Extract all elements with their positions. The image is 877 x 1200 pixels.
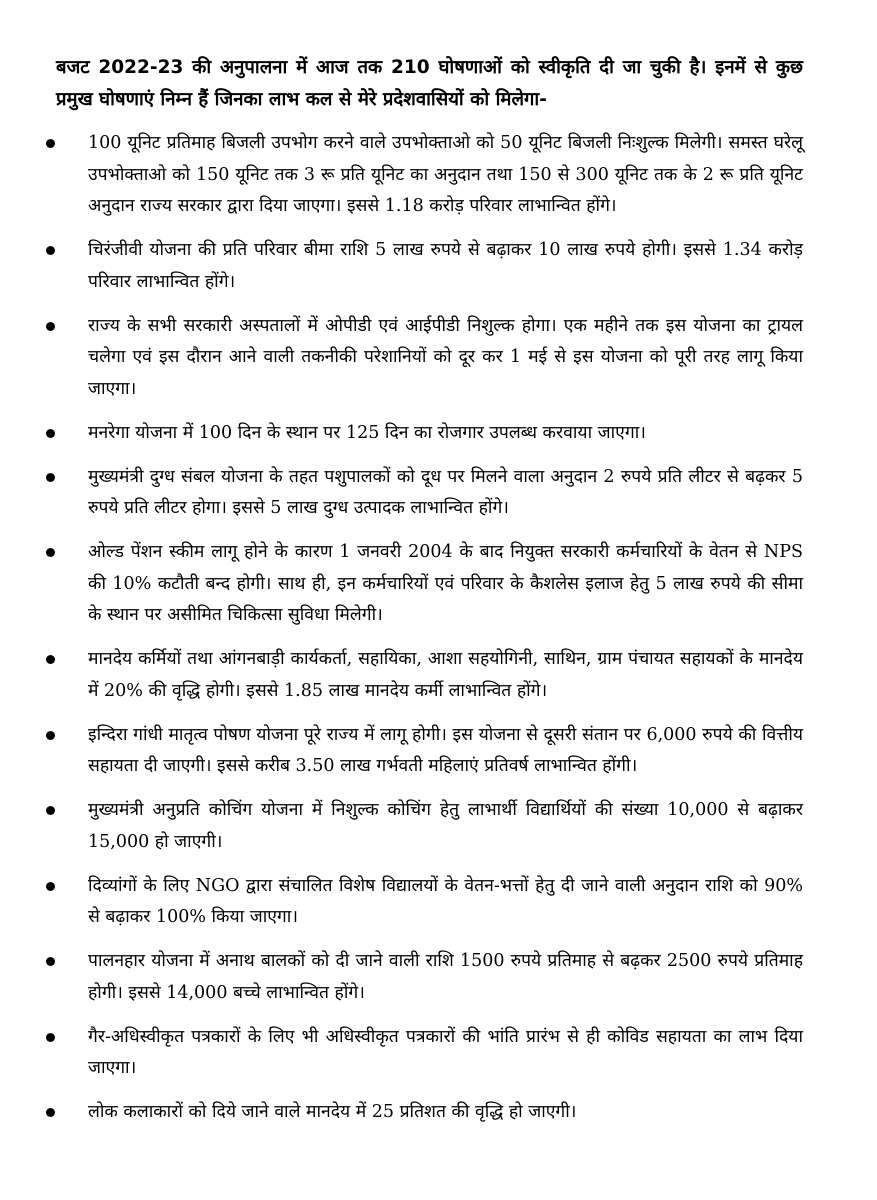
bullet-icon: [46, 1108, 55, 1117]
list-item: [56, 128, 803, 223]
list-item-text: दिव्यांगों के लिए NGO द्वारा संचालित विशेष विद्यालयों के वेतन-भत्तों हेतु दी जाने वाली अनुदान राशि को 90% से बढ़ाकर 100% किया जाएगा।: [88, 875, 803, 927]
announcement-list: [56, 128, 803, 1129]
list-item-text: गैर-अधिस्वीकृत पत्रकारों के लिए भी अधिस्वीकृत पत्रकारों की भांति प्रारंभ से ही कोविड सहायता का लाभ दिया जाएगा।: [88, 1026, 803, 1078]
bullet-icon: [46, 957, 55, 966]
document-heading: बजट 2022-23 की अनुपालना में आज तक 210 घोषणाओं को स्वीकृति दी जा चुकी है। इनमें से कुछ प्रमुख घोषणाएं निम्न हैं जिनका लाभ कल से मेरे प्रदेशवासियों को मिलेगा-: [56, 57, 803, 110]
list-item: [56, 311, 803, 406]
list-item-text: राज्य के सभी सरकारी अस्पतालों में ओपीडी एवं आईपीडी निशुल्क होगा। एक महीने तक इस योजना का ट्रायल चलेगा एवं इस दौरान आने वाली तकनीकी परेशानियों को दूर कर 1 मई से इस योजना को पूरी तरह लागू किया जाएगा।: [88, 315, 803, 399]
list-item-text: मनरेगा योजना में 100 दिन के स्थान पर 125 दिन का रोजगार उपलब्ध करवाया जाएगा।: [88, 422, 646, 443]
bullet-icon: [46, 1033, 55, 1042]
bullet-icon: [46, 246, 55, 255]
list-item-text: ओल्ड पेंशन स्कीम लागू होने के कारण 1 जनवरी 2004 के बाद नियुक्त सरकारी कर्मचारियों के वेतन से NPS की 10% कटौती बन्द होगी। साथ ही, इन कर्मचारियों एवं परिवार के कैशलेस इलाज हेतु 5 लाख रुपये की सीमा के स्थान पर असीमित चिकित्सा सुविधा मिलेगी।: [88, 542, 803, 625]
list-item-text: मुख्यमंत्री दुग्ध संबल योजना के तहत पशुपालकों को दूध पर मिलने वाला अनुदान 2 रुपये प्रति लीटर से बढ़कर 5 रुपये प्रति लीटर होगा। इससे 5 लाख दुग्ध उत्पादक लाभान्वित होंगे।: [88, 466, 803, 518]
bullet-icon: [46, 882, 55, 891]
list-item: [56, 946, 803, 1009]
list-item: [56, 235, 803, 298]
list-item-text: लोक कलाकारों को दिये जाने वाले मानदेय में 25 प्रतिशत की वृद्धि हो जाएगी।: [88, 1102, 577, 1122]
bullet-icon: [46, 655, 55, 664]
list-item: [56, 462, 803, 525]
list-item: [56, 537, 803, 632]
list-item: [56, 1097, 803, 1129]
list-item-text: मुख्यमंत्री अनुप्रति कोचिंग योजना में निशुल्क कोचिंग हेतु लाभार्थी विद्यार्थियों की संख्या 10,000 से बढ़ाकर 15,000 हो जाएगी।: [88, 800, 803, 852]
list-item: [56, 720, 803, 783]
list-item: [56, 644, 803, 707]
list-item: [56, 795, 803, 858]
list-item-text: चिरंजीवी योजना की प्रति परिवार बीमा राशि 5 लाख रुपये से बढ़ाकर 10 लाख रुपये होगी। इससे 1.34 करोड़ परिवार लाभान्वित होंगे।: [88, 240, 803, 292]
list-item-text: पालनहार योजना में अनाथ बालकों को दी जाने वाली राशि 1500 रुपये प्रतिमाह से बढ़कर 2500 रुपये प्रतिमाह होगी। इससे 14,000 बच्चे लाभान्वित होंगे।: [88, 951, 803, 1003]
list-item-text: 100 यूनिट प्रतिमाह बिजली उपभोग करने वाले उपभोक्ताओ को 50 यूनिट बिजली निःशुल्क मिलेगी। समस्त घरेलू उपभोक्ताओ को 150 यूनिट तक 3 रू प्रति यूनिट का अनुदान तथा 150 से 300 यूनिट तक के 2 रू प्रति यूनिट अनुदान राज्य सरकार द्वारा दिया जाएगा। इससे 1.18 करोड़ परिवार लाभान्वित होंगे।: [88, 133, 803, 216]
list-item: [56, 871, 803, 934]
bullet-icon: [46, 731, 55, 740]
bullet-icon: [46, 548, 55, 557]
list-item-text: इन्दिरा गांधी मातृत्व पोषण योजना पूरे राज्य में लागू होगी। इस योजना से दूसरी संतान पर 6,000 रुपये की वित्तीय सहायता दी जाएगी। इससे करीब 3.50 लाख गर्भवती महिलाएं प्रतिवर्ष लाभान्वित होंगी।: [88, 724, 803, 776]
bullet-icon: [46, 429, 55, 438]
bullet-icon: [46, 139, 55, 148]
bullet-icon: [46, 322, 55, 331]
list-item: [56, 418, 803, 450]
bullet-icon: [46, 473, 55, 482]
list-item-text: मानदेय कर्मियों तथा आंगनबाड़ी कार्यकर्ता, सहायिका, आशा सहयोगिनी, साथिन, ग्राम पंचायत सहायकों के मानदेय में 20% की वृद्धि होगी। इससे 1.85 लाख मानदेय कर्मी लाभान्वित होंगे।: [88, 649, 803, 701]
list-item: [56, 1022, 803, 1085]
bullet-icon: [46, 806, 55, 815]
